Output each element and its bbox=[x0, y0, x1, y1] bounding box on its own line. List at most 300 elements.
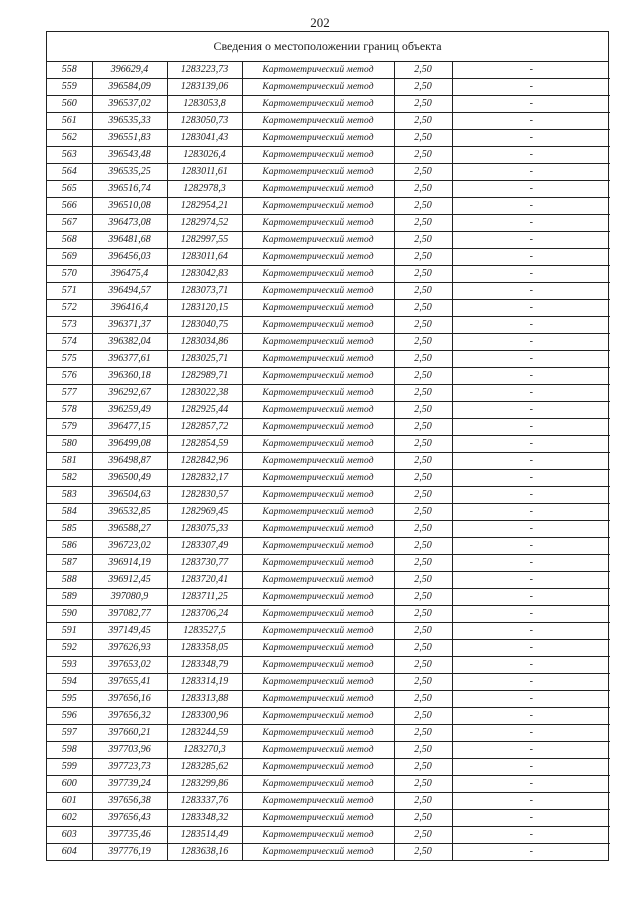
method-cell: Картометрический метод bbox=[242, 198, 394, 215]
table-row bbox=[47, 572, 610, 589]
method-cell: Картометрический метод bbox=[242, 300, 394, 317]
y-coordinate-cell: 1282832,17 bbox=[167, 470, 242, 487]
method-cell: Картометрический метод bbox=[242, 453, 394, 470]
point-number-cell: 579 bbox=[47, 419, 92, 436]
table-row bbox=[47, 113, 610, 130]
boundary-sheet bbox=[46, 31, 609, 861]
point-number-cell: 568 bbox=[47, 232, 92, 249]
method-cell: Картометрический метод bbox=[242, 589, 394, 606]
table-row bbox=[47, 96, 610, 113]
x-coordinate-cell: 396371,37 bbox=[92, 317, 167, 334]
method-cell: Картометрический метод bbox=[242, 504, 394, 521]
accuracy-cell: 2,50 bbox=[394, 470, 452, 487]
point-number-cell: 571 bbox=[47, 283, 92, 300]
x-coordinate-cell: 396499,08 bbox=[92, 436, 167, 453]
point-number-cell: 588 bbox=[47, 572, 92, 589]
y-coordinate-cell: 1282854,59 bbox=[167, 436, 242, 453]
point-number-cell: 586 bbox=[47, 538, 92, 555]
accuracy-cell: 2,50 bbox=[394, 113, 452, 130]
accuracy-cell: 2,50 bbox=[394, 181, 452, 198]
y-coordinate-cell: 1283050,73 bbox=[167, 113, 242, 130]
table-row bbox=[47, 300, 610, 317]
accuracy-cell: 2,50 bbox=[394, 385, 452, 402]
y-coordinate-cell: 1283527,5 bbox=[167, 623, 242, 640]
table-row bbox=[47, 827, 610, 844]
description-cell: - bbox=[452, 776, 610, 793]
point-number-cell: 581 bbox=[47, 453, 92, 470]
x-coordinate-cell: 396510,08 bbox=[92, 198, 167, 215]
y-coordinate-cell: 1282954,21 bbox=[167, 198, 242, 215]
x-coordinate-cell: 396584,09 bbox=[92, 79, 167, 96]
x-coordinate-cell: 396912,45 bbox=[92, 572, 167, 589]
table-row bbox=[47, 793, 610, 810]
method-cell: Картометрический метод bbox=[242, 538, 394, 555]
method-cell: Картометрический метод bbox=[242, 810, 394, 827]
point-number-cell: 564 bbox=[47, 164, 92, 181]
x-coordinate-cell: 397656,32 bbox=[92, 708, 167, 725]
description-cell: - bbox=[452, 759, 610, 776]
description-cell: - bbox=[452, 657, 610, 674]
description-cell: - bbox=[452, 742, 610, 759]
y-coordinate-cell: 1283314,19 bbox=[167, 674, 242, 691]
table-row bbox=[47, 470, 610, 487]
x-coordinate-cell: 397655,41 bbox=[92, 674, 167, 691]
table-row bbox=[47, 181, 610, 198]
description-cell: - bbox=[452, 725, 610, 742]
x-coordinate-cell: 396494,57 bbox=[92, 283, 167, 300]
boundary-points-table bbox=[47, 62, 610, 860]
x-coordinate-cell: 397723,73 bbox=[92, 759, 167, 776]
method-cell: Картометрический метод bbox=[242, 317, 394, 334]
table-row bbox=[47, 334, 610, 351]
description-cell: - bbox=[452, 844, 610, 861]
method-cell: Картометрический метод bbox=[242, 232, 394, 249]
y-coordinate-cell: 1283358,05 bbox=[167, 640, 242, 657]
x-coordinate-cell: 397660,21 bbox=[92, 725, 167, 742]
accuracy-cell: 2,50 bbox=[394, 776, 452, 793]
table-row bbox=[47, 708, 610, 725]
description-cell: - bbox=[452, 266, 610, 283]
table-row bbox=[47, 283, 610, 300]
method-cell: Картометрический метод bbox=[242, 62, 394, 79]
table-row bbox=[47, 436, 610, 453]
method-cell: Картометрический метод bbox=[242, 113, 394, 130]
accuracy-cell: 2,50 bbox=[394, 334, 452, 351]
accuracy-cell: 2,50 bbox=[394, 657, 452, 674]
description-cell: - bbox=[452, 521, 610, 538]
description-cell: - bbox=[452, 232, 610, 249]
accuracy-cell: 2,50 bbox=[394, 504, 452, 521]
table-row bbox=[47, 232, 610, 249]
y-coordinate-cell: 1283042,83 bbox=[167, 266, 242, 283]
description-cell: - bbox=[452, 453, 610, 470]
description-cell: - bbox=[452, 589, 610, 606]
point-number-cell: 569 bbox=[47, 249, 92, 266]
point-number-cell: 595 bbox=[47, 691, 92, 708]
description-cell: - bbox=[452, 708, 610, 725]
method-cell: Картометрический метод bbox=[242, 555, 394, 572]
table-row bbox=[47, 402, 610, 419]
x-coordinate-cell: 396535,25 bbox=[92, 164, 167, 181]
y-coordinate-cell: 1283073,71 bbox=[167, 283, 242, 300]
method-cell: Картометрический метод bbox=[242, 793, 394, 810]
table-row bbox=[47, 844, 610, 861]
accuracy-cell: 2,50 bbox=[394, 742, 452, 759]
y-coordinate-cell: 1283022,38 bbox=[167, 385, 242, 402]
y-coordinate-cell: 1282997,55 bbox=[167, 232, 242, 249]
y-coordinate-cell: 1283730,77 bbox=[167, 555, 242, 572]
point-number-cell: 585 bbox=[47, 521, 92, 538]
method-cell: Картометрический метод bbox=[242, 334, 394, 351]
y-coordinate-cell: 1283244,59 bbox=[167, 725, 242, 742]
description-cell: - bbox=[452, 79, 610, 96]
description-cell: - bbox=[452, 810, 610, 827]
point-number-cell: 602 bbox=[47, 810, 92, 827]
x-coordinate-cell: 396535,33 bbox=[92, 113, 167, 130]
y-coordinate-cell: 1283011,61 bbox=[167, 164, 242, 181]
table-row bbox=[47, 79, 610, 96]
method-cell: Картометрический метод bbox=[242, 708, 394, 725]
y-coordinate-cell: 1283299,86 bbox=[167, 776, 242, 793]
accuracy-cell: 2,50 bbox=[394, 691, 452, 708]
accuracy-cell: 2,50 bbox=[394, 351, 452, 368]
x-coordinate-cell: 396456,03 bbox=[92, 249, 167, 266]
method-cell: Картометрический метод bbox=[242, 419, 394, 436]
y-coordinate-cell: 1283348,79 bbox=[167, 657, 242, 674]
point-number-cell: 600 bbox=[47, 776, 92, 793]
x-coordinate-cell: 396504,63 bbox=[92, 487, 167, 504]
table-row bbox=[47, 589, 610, 606]
y-coordinate-cell: 1283270,3 bbox=[167, 742, 242, 759]
method-cell: Картометрический метод bbox=[242, 402, 394, 419]
x-coordinate-cell: 396500,49 bbox=[92, 470, 167, 487]
method-cell: Картометрический метод bbox=[242, 606, 394, 623]
point-number-cell: 562 bbox=[47, 130, 92, 147]
x-coordinate-cell: 396475,4 bbox=[92, 266, 167, 283]
table-row bbox=[47, 623, 610, 640]
y-coordinate-cell: 1283711,25 bbox=[167, 589, 242, 606]
method-cell: Картометрический метод bbox=[242, 470, 394, 487]
method-cell: Картометрический метод bbox=[242, 742, 394, 759]
y-coordinate-cell: 1283041,43 bbox=[167, 130, 242, 147]
description-cell: - bbox=[452, 113, 610, 130]
description-cell: - bbox=[452, 555, 610, 572]
description-cell: - bbox=[452, 674, 610, 691]
description-cell: - bbox=[452, 62, 610, 79]
x-coordinate-cell: 396588,27 bbox=[92, 521, 167, 538]
accuracy-cell: 2,50 bbox=[394, 249, 452, 266]
description-cell: - bbox=[452, 164, 610, 181]
description-cell: - bbox=[452, 300, 610, 317]
x-coordinate-cell: 396516,74 bbox=[92, 181, 167, 198]
y-coordinate-cell: 1283040,75 bbox=[167, 317, 242, 334]
table-row bbox=[47, 198, 610, 215]
y-coordinate-cell: 1283313,88 bbox=[167, 691, 242, 708]
accuracy-cell: 2,50 bbox=[394, 402, 452, 419]
page-number: 202 bbox=[310, 15, 330, 30]
table-row bbox=[47, 606, 610, 623]
accuracy-cell: 2,50 bbox=[394, 96, 452, 113]
x-coordinate-cell: 396629,4 bbox=[92, 62, 167, 79]
table-row bbox=[47, 776, 610, 793]
method-cell: Картометрический метод bbox=[242, 844, 394, 861]
y-coordinate-cell: 1283026,4 bbox=[167, 147, 242, 164]
accuracy-cell: 2,50 bbox=[394, 572, 452, 589]
point-number-cell: 584 bbox=[47, 504, 92, 521]
method-cell: Картометрический метод bbox=[242, 759, 394, 776]
accuracy-cell: 2,50 bbox=[394, 130, 452, 147]
point-number-cell: 572 bbox=[47, 300, 92, 317]
point-number-cell: 573 bbox=[47, 317, 92, 334]
description-cell: - bbox=[452, 283, 610, 300]
method-cell: Картометрический метод bbox=[242, 368, 394, 385]
method-cell: Картометрический метод bbox=[242, 181, 394, 198]
point-number-cell: 570 bbox=[47, 266, 92, 283]
x-coordinate-cell: 396481,68 bbox=[92, 232, 167, 249]
y-coordinate-cell: 1283223,73 bbox=[167, 62, 242, 79]
description-cell: - bbox=[452, 470, 610, 487]
point-number-cell: 561 bbox=[47, 113, 92, 130]
accuracy-cell: 2,50 bbox=[394, 300, 452, 317]
x-coordinate-cell: 396292,67 bbox=[92, 385, 167, 402]
description-cell: - bbox=[452, 147, 610, 164]
method-cell: Картометрический метод bbox=[242, 79, 394, 96]
accuracy-cell: 2,50 bbox=[394, 283, 452, 300]
method-cell: Картометрический метод bbox=[242, 436, 394, 453]
accuracy-cell: 2,50 bbox=[394, 266, 452, 283]
accuracy-cell: 2,50 bbox=[394, 487, 452, 504]
accuracy-cell: 2,50 bbox=[394, 708, 452, 725]
table-row bbox=[47, 453, 610, 470]
accuracy-cell: 2,50 bbox=[394, 419, 452, 436]
method-cell: Картометрический метод bbox=[242, 96, 394, 113]
point-number-cell: 587 bbox=[47, 555, 92, 572]
x-coordinate-cell: 396914,19 bbox=[92, 555, 167, 572]
description-cell: - bbox=[452, 96, 610, 113]
x-coordinate-cell: 396473,08 bbox=[92, 215, 167, 232]
description-cell: - bbox=[452, 606, 610, 623]
accuracy-cell: 2,50 bbox=[394, 606, 452, 623]
x-coordinate-cell: 396416,4 bbox=[92, 300, 167, 317]
description-cell: - bbox=[452, 623, 610, 640]
y-coordinate-cell: 1283514,49 bbox=[167, 827, 242, 844]
table-row bbox=[47, 657, 610, 674]
x-coordinate-cell: 397082,77 bbox=[92, 606, 167, 623]
table-row bbox=[47, 368, 610, 385]
method-cell: Картометрический метод bbox=[242, 657, 394, 674]
description-cell: - bbox=[452, 181, 610, 198]
y-coordinate-cell: 1283720,41 bbox=[167, 572, 242, 589]
method-cell: Картометрический метод bbox=[242, 674, 394, 691]
accuracy-cell: 2,50 bbox=[394, 538, 452, 555]
table-row bbox=[47, 215, 610, 232]
table-row bbox=[47, 147, 610, 164]
table-row bbox=[47, 538, 610, 555]
table-row bbox=[47, 351, 610, 368]
description-cell: - bbox=[452, 419, 610, 436]
y-coordinate-cell: 1283139,06 bbox=[167, 79, 242, 96]
point-number-cell: 596 bbox=[47, 708, 92, 725]
y-coordinate-cell: 1283075,33 bbox=[167, 521, 242, 538]
table-row bbox=[47, 266, 610, 283]
accuracy-cell: 2,50 bbox=[394, 555, 452, 572]
table-row bbox=[47, 640, 610, 657]
description-cell: - bbox=[452, 402, 610, 419]
point-number-cell: 575 bbox=[47, 351, 92, 368]
x-coordinate-cell: 397149,45 bbox=[92, 623, 167, 640]
point-number-cell: 591 bbox=[47, 623, 92, 640]
y-coordinate-cell: 1282925,44 bbox=[167, 402, 242, 419]
y-coordinate-cell: 1283706,24 bbox=[167, 606, 242, 623]
method-cell: Картометрический метод bbox=[242, 487, 394, 504]
table-row bbox=[47, 742, 610, 759]
point-number-cell: 590 bbox=[47, 606, 92, 623]
accuracy-cell: 2,50 bbox=[394, 640, 452, 657]
accuracy-cell: 2,50 bbox=[394, 725, 452, 742]
point-number-cell: 578 bbox=[47, 402, 92, 419]
table-row bbox=[47, 317, 610, 334]
description-cell: - bbox=[452, 691, 610, 708]
point-number-cell: 565 bbox=[47, 181, 92, 198]
description-cell: - bbox=[452, 249, 610, 266]
table-row bbox=[47, 419, 610, 436]
table-row bbox=[47, 810, 610, 827]
point-number-cell: 594 bbox=[47, 674, 92, 691]
description-cell: - bbox=[452, 640, 610, 657]
table-body bbox=[47, 62, 610, 860]
point-number-cell: 603 bbox=[47, 827, 92, 844]
point-number-cell: 589 bbox=[47, 589, 92, 606]
point-number-cell: 577 bbox=[47, 385, 92, 402]
point-number-cell: 558 bbox=[47, 62, 92, 79]
table-row bbox=[47, 487, 610, 504]
accuracy-cell: 2,50 bbox=[394, 368, 452, 385]
method-cell: Картометрический метод bbox=[242, 249, 394, 266]
accuracy-cell: 2,50 bbox=[394, 589, 452, 606]
x-coordinate-cell: 396498,87 bbox=[92, 453, 167, 470]
description-cell: - bbox=[452, 317, 610, 334]
x-coordinate-cell: 397776,19 bbox=[92, 844, 167, 861]
point-number-cell: 597 bbox=[47, 725, 92, 742]
x-coordinate-cell: 396551,83 bbox=[92, 130, 167, 147]
table-row bbox=[47, 164, 610, 181]
x-coordinate-cell: 396723,02 bbox=[92, 538, 167, 555]
point-number-cell: 559 bbox=[47, 79, 92, 96]
accuracy-cell: 2,50 bbox=[394, 844, 452, 861]
accuracy-cell: 2,50 bbox=[394, 827, 452, 844]
table-row bbox=[47, 674, 610, 691]
y-coordinate-cell: 1283011,64 bbox=[167, 249, 242, 266]
point-number-cell: 601 bbox=[47, 793, 92, 810]
method-cell: Картометрический метод bbox=[242, 725, 394, 742]
description-cell: - bbox=[452, 334, 610, 351]
y-coordinate-cell: 1282974,52 bbox=[167, 215, 242, 232]
y-coordinate-cell: 1282842,96 bbox=[167, 453, 242, 470]
table-row bbox=[47, 130, 610, 147]
y-coordinate-cell: 1282857,72 bbox=[167, 419, 242, 436]
accuracy-cell: 2,50 bbox=[394, 521, 452, 538]
method-cell: Картометрический метод bbox=[242, 147, 394, 164]
x-coordinate-cell: 396360,18 bbox=[92, 368, 167, 385]
table-row bbox=[47, 62, 610, 79]
point-number-cell: 604 bbox=[47, 844, 92, 861]
accuracy-cell: 2,50 bbox=[394, 453, 452, 470]
x-coordinate-cell: 396532,85 bbox=[92, 504, 167, 521]
y-coordinate-cell: 1282978,3 bbox=[167, 181, 242, 198]
method-cell: Картометрический метод bbox=[242, 572, 394, 589]
point-number-cell: 560 bbox=[47, 96, 92, 113]
x-coordinate-cell: 396382,04 bbox=[92, 334, 167, 351]
point-number-cell: 582 bbox=[47, 470, 92, 487]
point-number-cell: 563 bbox=[47, 147, 92, 164]
y-coordinate-cell: 1283120,15 bbox=[167, 300, 242, 317]
x-coordinate-cell: 397656,43 bbox=[92, 810, 167, 827]
x-coordinate-cell: 397653,02 bbox=[92, 657, 167, 674]
accuracy-cell: 2,50 bbox=[394, 62, 452, 79]
point-number-cell: 598 bbox=[47, 742, 92, 759]
method-cell: Картометрический метод bbox=[242, 215, 394, 232]
accuracy-cell: 2,50 bbox=[394, 164, 452, 181]
table-row bbox=[47, 691, 610, 708]
accuracy-cell: 2,50 bbox=[394, 436, 452, 453]
table-row bbox=[47, 385, 610, 402]
y-coordinate-cell: 1283307,49 bbox=[167, 538, 242, 555]
method-cell: Картометрический метод bbox=[242, 623, 394, 640]
x-coordinate-cell: 397735,46 bbox=[92, 827, 167, 844]
description-cell: - bbox=[452, 198, 610, 215]
description-cell: - bbox=[452, 368, 610, 385]
x-coordinate-cell: 397626,93 bbox=[92, 640, 167, 657]
description-cell: - bbox=[452, 793, 610, 810]
table-row bbox=[47, 759, 610, 776]
point-number-cell: 583 bbox=[47, 487, 92, 504]
point-number-cell: 566 bbox=[47, 198, 92, 215]
method-cell: Картометрический метод bbox=[242, 521, 394, 538]
method-cell: Картометрический метод bbox=[242, 351, 394, 368]
table-row bbox=[47, 555, 610, 572]
description-cell: - bbox=[452, 572, 610, 589]
method-cell: Картометрический метод bbox=[242, 266, 394, 283]
description-cell: - bbox=[452, 487, 610, 504]
point-number-cell: 576 bbox=[47, 368, 92, 385]
description-cell: - bbox=[452, 827, 610, 844]
description-cell: - bbox=[452, 130, 610, 147]
accuracy-cell: 2,50 bbox=[394, 317, 452, 334]
method-cell: Картометрический метод bbox=[242, 776, 394, 793]
method-cell: Картометрический метод bbox=[242, 130, 394, 147]
method-cell: Картометрический метод bbox=[242, 385, 394, 402]
x-coordinate-cell: 396537,02 bbox=[92, 96, 167, 113]
method-cell: Картометрический метод bbox=[242, 164, 394, 181]
y-coordinate-cell: 1282969,45 bbox=[167, 504, 242, 521]
accuracy-cell: 2,50 bbox=[394, 674, 452, 691]
accuracy-cell: 2,50 bbox=[394, 623, 452, 640]
description-cell: - bbox=[452, 504, 610, 521]
method-cell: Картометрический метод bbox=[242, 691, 394, 708]
accuracy-cell: 2,50 bbox=[394, 759, 452, 776]
accuracy-cell: 2,50 bbox=[394, 232, 452, 249]
accuracy-cell: 2,50 bbox=[394, 810, 452, 827]
point-number-cell: 567 bbox=[47, 215, 92, 232]
x-coordinate-cell: 397656,16 bbox=[92, 691, 167, 708]
x-coordinate-cell: 397739,24 bbox=[92, 776, 167, 793]
description-cell: - bbox=[452, 351, 610, 368]
point-number-cell: 593 bbox=[47, 657, 92, 674]
accuracy-cell: 2,50 bbox=[394, 793, 452, 810]
table-row bbox=[47, 249, 610, 266]
point-number-cell: 580 bbox=[47, 436, 92, 453]
x-coordinate-cell: 396477,15 bbox=[92, 419, 167, 436]
